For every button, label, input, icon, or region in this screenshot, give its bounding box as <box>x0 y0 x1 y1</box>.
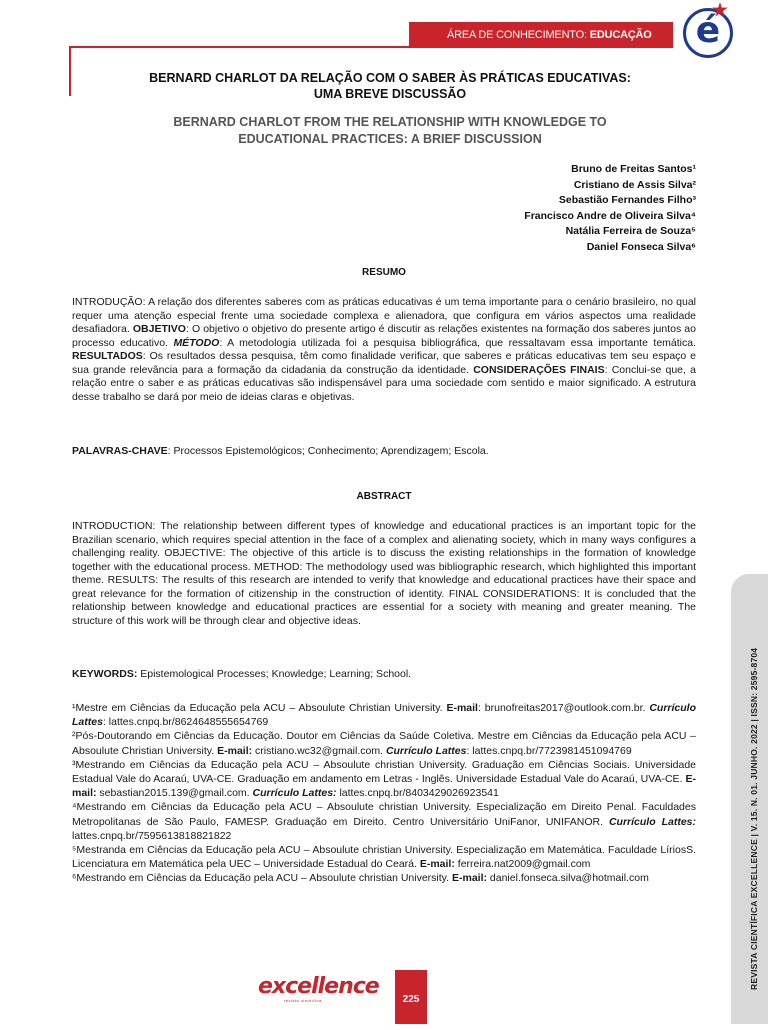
author: Natália Ferreira de Souza⁵ <box>565 225 696 237</box>
footnote-6: ⁶Mestrando em Ciências da Educação pela ACU – Absoulute christian University. E-mail: daniel.fonseca.silva@hotmail.com <box>72 872 649 885</box>
abstract-body: INTRODUCTION: The relationship between different types of knowledge and educational practices is an important topic for the Brazilian scenario, which requires special attention in the face of a complex and alienating society, which in many ways configures a challenging reality. OBJECTIVE: The objective of this article is to discuss the existing relationships in the formation of knowledge together with the educational process. METHOD: The methodology used was bibliographic research, which highlighted this important theme. RESULTS: The results of this research are intended to verify that knowledge and educational practices have their space and great relevance for the formation of citizenship in the construction of identity. FINAL CONSIDERATIONS: It is concluded that the relationship between knowledge and educational practices are essential for a society with meaning and greater meaning. The structure of this work will be through clear and objective ideas. <box>72 520 696 627</box>
header-rule-vertical <box>69 46 71 96</box>
author: Cristiano de Assis Silva² <box>573 178 696 191</box>
logo-wordmark: excellence <box>258 974 379 999</box>
excellence-logo <box>258 968 378 1004</box>
title-portuguese: BERNARD CHARLOT DA RELAÇÃO COM O SABER ÀS PRÁTICAS EDUCATIVAS: UMA BREVE DISCUSSÃO <box>149 71 631 101</box>
author: Sebastião Fernandes Filho³ <box>558 194 696 206</box>
footnote-3: ³Mestrando em Ciências da Educação pela ACU – Absoulute christian University. Graduação em Ciências Sociais. Universidade Estadual Vale do Acaraú, UVA-CE. Graduação em andamento em Letras - Inglês. Universidade Estadual Vale do Acaraú, UVA-CE. E-mail: sebastian2015.139@gmail.com. Currículo Lattes: lattes.cnpq.br/8403429026923541 <box>72 758 696 800</box>
footnote-2: ²Pós-Doutorando em Ciências da Educação. Doutor em Ciências da Saúde Coletiva. Mestre em Ciências da Educação pela ACU – Absoulute Christian University. E-mail: cristiano.wc32@gmail.com. Currículo Lattes: lattes.cnpq.br/7723981451094769 <box>72 730 696 757</box>
author-list <box>524 162 696 255</box>
knowledge-area-banner <box>409 22 673 48</box>
resumo-body: INTRODUÇÃO: A relação dos diferentes saberes com as práticas educativas é um tema importante para o cenário brasileiro, no qual requer uma atenção especial frente uma sociedade complexa e alienadora, que configura em vários aspectos uma realidade desafiadora. OBJETIVO: O objetivo o objetivo do presente artigo é discutir as relações existentes na formação dos saberes juntos ao processo educativo. MÉTODO: A metodologia utilizada foi a pesquisa bibliográfica, que ressaltavam essa importante temática. RESULTADOS: Os resultados dessa pesquisa, têm como finalidade verificar, que saberes e práticas educativas tem seu espaço e sua grande relevância para a formação da cidadania da construção da identidade. CONSIDERAÇÕES FINAIS: Conclui-se que, a relação entre o saber e as práticas educativas são indispensável para uma sociedade com sentido e maior significado. A estrutura desse trabalho se dará por meio de ideias claras e objetivas. <box>72 296 696 403</box>
footnote-4: ⁴Mestrando em Ciências da Educação pela ACU – Absoulute christian University. Especialização em Direito Penal. Faculdades Metropolitanas de São Paulo, FAMESP. Graduação em Direito. Centro Universitário UniFanor, UNIFANOR. Currículo Lattes: lattes.cnpq.br/7595613818821822 <box>72 801 696 842</box>
footnote-5: ⁵Mestranda em Ciências da Educação pela ACU – Absoulute christian University. Especialização em Matemática. Faculdade LíriosS. Licenciatura em Matemática pela UEC – Universidade Estadual do Ceará. E-mail: ferreira.nat2009@gmail.com <box>72 844 696 871</box>
resumo-heading: RESUMO <box>362 267 406 278</box>
author: Bruno de Freitas Santos¹ <box>571 163 696 175</box>
journal-logo-icon: é <box>683 8 733 58</box>
area-value: EDUCAÇÃO <box>589 29 652 41</box>
journal-citation: REVISTA CIENTÍFICA EXCELLENCE | V. 15. N. 01. JUNHO. 2022 | ISSN: 2595-8704 <box>749 647 759 990</box>
footnotes <box>72 701 696 886</box>
header-rule-horizontal <box>69 46 409 48</box>
title-english: BERNARD CHARLOT FROM THE RELATIONSHIP WITH KNOWLEDGE TO EDUCATIONAL PRACTICES: A BRIEF DISCUSSION <box>173 115 607 146</box>
abstract-heading: ABSTRACT <box>356 491 412 502</box>
palavras-chave: PALAVRAS-CHAVE: Processos Epistemológicos; Conhecimento; Aprendizagem; Escola. <box>72 445 489 457</box>
author: Daniel Fonseca Silva⁶ <box>586 240 696 253</box>
page-number: 225 <box>395 970 427 1024</box>
area-label: ÁREA DE CONHECIMENTO: <box>447 29 587 41</box>
logo-subtitle: revista científica <box>284 998 322 1003</box>
footnote-1: ¹Mestre em Ciências da Educação pela ACU – Absoulute Christian University. E-mail: brunofreitas2017@outlook.com.br. Currículo Lattes: lattes.cnpq.br/8624648555654769 <box>72 702 696 729</box>
keywords: KEYWORDS: Epistemological Processes; Knowledge; Learning; School. <box>72 668 412 680</box>
author: Francisco Andre de Oliveira Silva⁴ <box>524 209 696 222</box>
